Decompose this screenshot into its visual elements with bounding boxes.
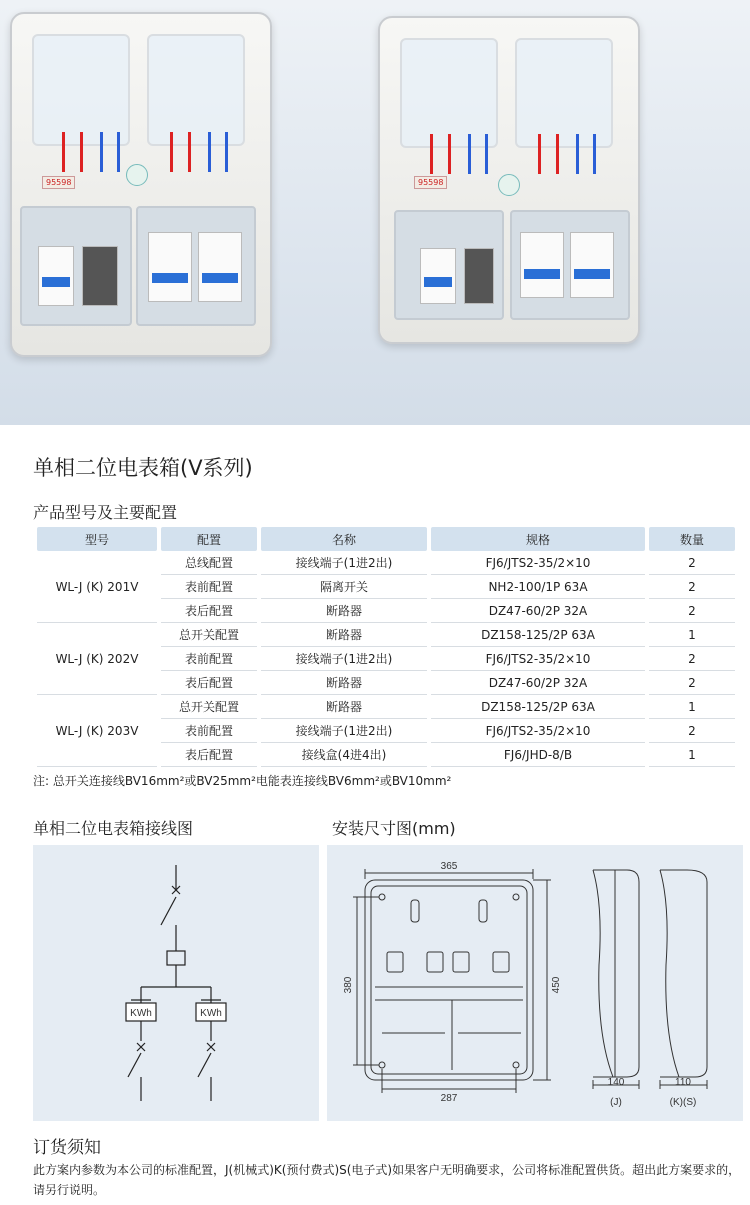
spec-cell: FJ6/JTS2-35/2×10 (431, 551, 645, 575)
dimension-diagram (327, 845, 743, 1121)
spec-table (33, 527, 739, 767)
meter-label-2: KWh (200, 1008, 222, 1019)
name-cell: 断路器 (261, 623, 427, 647)
spec-cell: NH2-100/1P 63A (431, 575, 645, 599)
table-row (37, 623, 735, 647)
spec-cell: FJ6/JTS2-35/2×10 (431, 719, 645, 743)
config-cell: 表前配置 (161, 647, 257, 671)
header-model: 型号 (37, 527, 157, 551)
dim-width-top: 365 (440, 861, 458, 872)
label-ks: (K)(S) (669, 1097, 697, 1108)
config-cell: 表后配置 (161, 743, 257, 767)
label-j: (J) (610, 1097, 622, 1108)
spec-cell: DZ158-125/2P 63A (431, 623, 645, 647)
config-cell: 表前配置 (161, 575, 257, 599)
qty-cell: 1 (649, 743, 735, 767)
model-cell: WL-J (K) 203V (37, 695, 157, 767)
config-cell: 表后配置 (161, 671, 257, 695)
config-cell: 总开关配置 (161, 695, 257, 719)
name-cell: 接线盒(4进4出) (261, 743, 427, 767)
table-section-title: 产品型号及主要配置 (33, 503, 178, 522)
name-cell: 隔离开关 (261, 575, 427, 599)
config-cell: 表后配置 (161, 599, 257, 623)
dim-width-bottom: 287 (440, 1093, 458, 1104)
model-cell: WL-J (K) 202V (37, 623, 157, 695)
name-cell: 接线端子(1进2出) (261, 551, 427, 575)
name-cell: 接线端子(1进2出) (261, 719, 427, 743)
spec-cell: FJ6/JTS2-35/2×10 (431, 647, 645, 671)
qty-cell: 1 (649, 623, 735, 647)
wiring-section-title: 单相二位电表箱接线图 (33, 819, 194, 838)
product-photo (0, 0, 750, 425)
qty-cell: 1 (649, 695, 735, 719)
qty-cell: 2 (649, 671, 735, 695)
config-cell: 总开关配置 (161, 623, 257, 647)
dimension-diagram-panel (327, 845, 743, 1121)
spec-cell: FJ6/JHD-8/B (431, 743, 645, 767)
meter-label-1: KWh (130, 1008, 152, 1019)
meter-box-right (378, 16, 640, 344)
dim-height-inner: 380 (343, 976, 354, 994)
qty-cell: 2 (649, 599, 735, 623)
box-tag-left: 95598 (42, 176, 75, 189)
wiring-diagram (33, 845, 319, 1121)
table-row (37, 695, 735, 719)
dim-height-outer: 450 (551, 976, 562, 994)
page-title: 单相二位电表箱(V系列) (33, 456, 253, 480)
name-cell: 断路器 (261, 671, 427, 695)
config-cell: 总线配置 (161, 551, 257, 575)
name-cell: 接线端子(1进2出) (261, 647, 427, 671)
config-cell: 表前配置 (161, 719, 257, 743)
order-title: 订货须知 (33, 1138, 101, 1158)
spec-cell: DZ47-60/2P 32A (431, 599, 645, 623)
qty-cell: 2 (649, 551, 735, 575)
box-tag-right: 95598 (414, 176, 447, 189)
table-row (37, 551, 735, 575)
table-note: 注: 总开关连接线BV16mm²或BV25mm²电能表连接线BV6mm²或BV10mm² (33, 774, 452, 788)
qty-cell: 2 (649, 647, 735, 671)
header-spec: 规格 (431, 527, 645, 551)
header-config: 配置 (161, 527, 257, 551)
spec-cell: DZ47-60/2P 32A (431, 671, 645, 695)
dimension-section-title: 安装尺寸图(mm) (332, 819, 456, 838)
header-name: 名称 (261, 527, 427, 551)
name-cell: 断路器 (261, 695, 427, 719)
name-cell: 断路器 (261, 599, 427, 623)
dim-depth-j: 140 (607, 1077, 625, 1088)
dim-depth-ks: 110 (675, 1077, 691, 1088)
meter-box-left (10, 12, 272, 357)
header-qty: 数量 (649, 527, 735, 551)
spec-cell: DZ158-125/2P 63A (431, 695, 645, 719)
qty-cell: 2 (649, 719, 735, 743)
qty-cell: 2 (649, 575, 735, 599)
order-text: 此方案内参数为本公司的标准配置，J(机械式)K(预付费式)S(电子式)如果客户无明确要求，公司将标准配置供货。超出此方案要求的，请另行说明。 (33, 1163, 741, 1197)
wiring-diagram-panel (33, 845, 319, 1121)
model-cell: WL-J (K) 201V (37, 551, 157, 623)
